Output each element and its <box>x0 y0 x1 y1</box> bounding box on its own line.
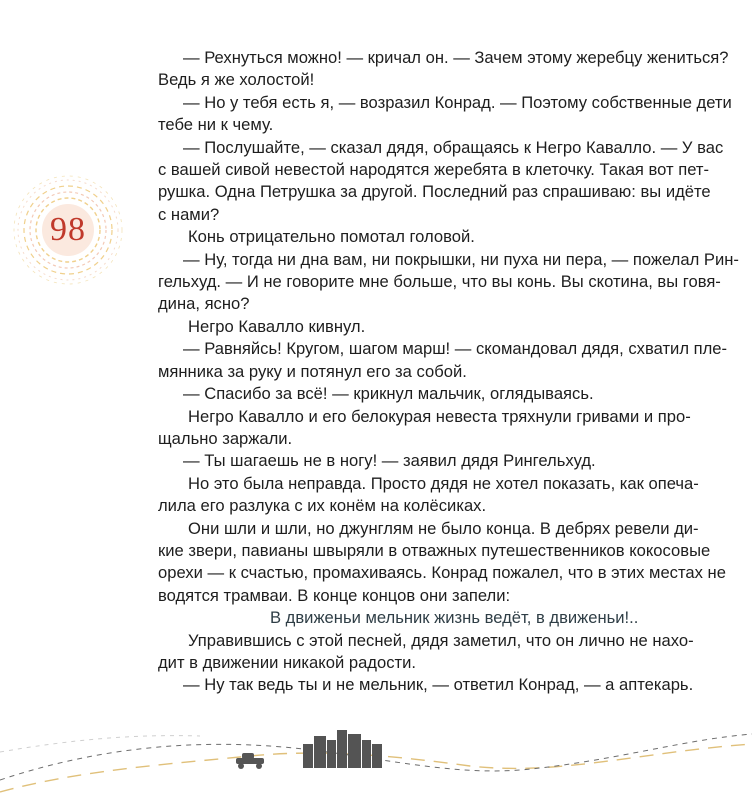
paragraph-line: мянника за руку и потянул его за собой. <box>158 361 467 381</box>
paragraph-line: кие звери, павианы швыряли в отважных путешественников кокосовые <box>158 540 711 560</box>
paragraph-line: дина, ясно? <box>158 294 250 314</box>
paragraph-line: Они шли и шли, но джунглям не было конца. В дебрях ревели ди- <box>188 518 699 538</box>
road-edge-line <box>0 736 200 752</box>
paragraph-line: Негро Кавалло кивнул. <box>188 316 366 336</box>
paragraph-line: рушка. Одна Петрушка за другой. Последний раз спрашиваю: вы идёте <box>158 182 711 202</box>
page-number-seal <box>12 174 124 286</box>
paragraph-line: — Ну, тогда ни дна вам, ни покрышки, ни пуха ни пера, — пожелал Рин- <box>183 249 739 269</box>
paragraph-line: — Спасибо за всё! — крикнул мальчик, оглядываясь. <box>183 384 594 404</box>
paragraph-line: тебе ни к чему. <box>158 115 274 135</box>
paragraph-line: Негро Кавалло и его белокурая невеста тряхнули гривами и про- <box>188 406 691 426</box>
paragraph-line: лила его разлука с их конём на колёсиках. <box>158 496 487 516</box>
paragraph-line: — Рехнуться можно! — кричал он. — Зачем этому жеребцу жениться? <box>183 48 729 67</box>
page-number: 98 <box>50 211 86 248</box>
paragraph-line: щально заржали. <box>158 428 293 448</box>
paragraph-line: орехи — к счастью, промахиваясь. Конрад пожалел, что в этих местах не <box>158 563 726 583</box>
paragraph-line: — Ну так ведь ты и не мельник, — ответил Конрад, — а аптекарь. <box>183 675 694 695</box>
city-skyline-icon <box>303 730 382 768</box>
paragraph-line: дит в движении никакой радости. <box>158 652 416 672</box>
verse-line: В движеньи мельник жизнь ведёт, в движеньи!.. <box>270 608 639 628</box>
road-illustration <box>0 700 752 800</box>
paragraph-line: Конь отрицательно помотал головой. <box>188 227 475 247</box>
paragraph-line: с вашей сивой невестой народятся жеребята в клеточку. Такая вот пет- <box>158 160 710 180</box>
paragraph-line: гельхуд. — И не говорите мне больше, что вы конь. Вы скотина, вы говя- <box>158 272 721 292</box>
paragraph-line: Ведь я же холостой! <box>158 70 315 90</box>
paragraph-line: водятся трамваи. В конце концов они запели: <box>158 585 511 605</box>
paragraph-line: Но это была неправда. Просто дядя не хотел показать, как опеча- <box>188 473 699 493</box>
paragraph-line: — Равняйсь! Кругом, шагом марш! — скомандовал дядя, схватил пле- <box>183 339 728 359</box>
paragraph-line: — Послушайте, — сказал дядя, обращаясь к Негро Кавалло. — У вас <box>183 137 724 157</box>
paragraph-line: — Но у тебя есть я, — возразил Конрад. — Поэтому собственные дети <box>183 92 732 112</box>
paragraph-line: с нами? <box>158 204 220 224</box>
paragraph-line: — Ты шагаешь не в ногу! — заявил дядя Рингельхуд. <box>183 451 596 471</box>
paragraph-line: Управившись с этой песней, дядя заметил, что он лично не нахо- <box>188 630 694 650</box>
body-text <box>158 47 739 697</box>
